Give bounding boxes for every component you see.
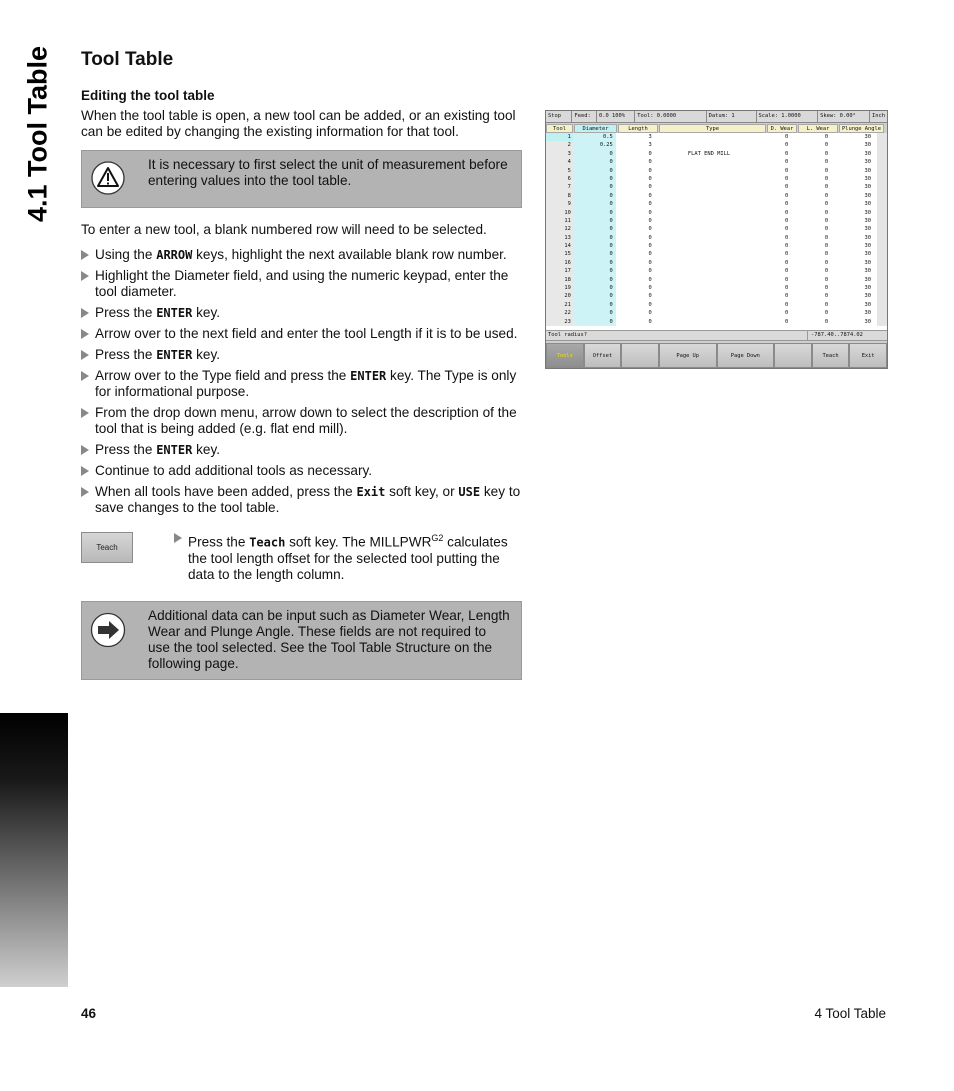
cell-d-wear[interactable]: 0: [785, 259, 789, 266]
main-column: [81, 48, 526, 680]
table-row[interactable]: [546, 242, 887, 250]
cell-type[interactable]: [656, 301, 763, 309]
cell-l-wear[interactable]: 0: [824, 259, 829, 266]
cell-length[interactable]: 3: [648, 134, 652, 140]
cell-d-wear[interactable]: 0: [785, 234, 789, 241]
cell-type[interactable]: [656, 200, 763, 208]
cell-d-wear[interactable]: 0: [785, 175, 789, 182]
cell-plunge-angle[interactable]: 30: [864, 310, 872, 317]
bullet-arrow-icon: [81, 408, 89, 418]
cell-d-wear[interactable]: 0: [785, 318, 789, 325]
status-units: Inch: [870, 111, 887, 122]
cell-d-wear[interactable]: 0: [785, 159, 789, 166]
table-row[interactable]: [546, 318, 887, 326]
cell-length[interactable]: 0: [648, 310, 652, 317]
cell-diameter[interactable]: 0: [573, 209, 616, 217]
cell-type[interactable]: [656, 250, 763, 258]
scrollbar-track[interactable]: [877, 150, 887, 158]
cell-d-wear[interactable]: 0: [785, 209, 789, 216]
col-header-plunge-angle: Plunge Angle: [839, 124, 884, 133]
cell-length[interactable]: 0: [648, 184, 652, 191]
scrollbar-track[interactable]: [877, 175, 887, 183]
cell-tool[interactable]: 17: [546, 267, 573, 275]
scrollbar-track[interactable]: [877, 217, 887, 225]
cell-diameter[interactable]: 0: [573, 234, 616, 242]
cell-l-wear[interactable]: 0: [824, 201, 829, 208]
softkey-page-up[interactable]: Page Up: [659, 343, 717, 368]
cell-plunge-angle[interactable]: 30: [864, 201, 872, 208]
table-row[interactable]: [546, 259, 887, 267]
cell-type[interactable]: [656, 175, 763, 183]
table-row[interactable]: [546, 267, 887, 275]
key-name: Exit: [356, 485, 386, 499]
cell-tool[interactable]: 8: [546, 192, 573, 200]
cell-tool[interactable]: 20: [546, 292, 573, 300]
table-row[interactable]: [546, 309, 887, 317]
warning-note: [81, 150, 522, 208]
cell-length[interactable]: 0: [648, 268, 652, 275]
cell-tool[interactable]: 15: [546, 250, 573, 258]
scrollbar-track[interactable]: [877, 141, 887, 149]
cell-type[interactable]: [656, 267, 763, 275]
cell-type[interactable]: [656, 192, 763, 200]
cell-plunge-angle[interactable]: 30: [864, 167, 872, 174]
bullet-arrow-icon: [81, 329, 89, 339]
cell-diameter[interactable]: 0: [573, 284, 616, 292]
cell-l-wear[interactable]: 0: [824, 184, 829, 191]
softkey-bar: [546, 343, 887, 368]
side-chapter-title: 4.1 Tool Table: [22, 45, 53, 223]
cell-length[interactable]: 0: [648, 150, 652, 157]
bullet-arrow-icon: [174, 533, 182, 543]
cell-plunge-angle[interactable]: 30: [864, 192, 872, 199]
cell-diameter[interactable]: 0.25: [573, 141, 616, 149]
intro-paragraph: When the tool table is open, a new tool can be added, or an existing tool can be edited by changing the existing information for that tool.: [81, 108, 516, 139]
page-number: 46: [81, 1006, 97, 1021]
cell-length[interactable]: 0: [648, 285, 652, 292]
table-row[interactable]: [546, 225, 887, 233]
cell-plunge-angle[interactable]: 30: [864, 259, 872, 266]
status-feed-label: Feed:: [572, 111, 597, 122]
cell-length[interactable]: 0: [648, 201, 652, 208]
status-feed-value: 0.0 100%: [597, 111, 635, 122]
cell-diameter[interactable]: 0: [573, 276, 616, 284]
cell-type[interactable]: [656, 133, 763, 141]
bullet-arrow-icon: [81, 271, 89, 281]
scrollbar-track[interactable]: [877, 158, 887, 166]
scrollbar-track[interactable]: [877, 267, 887, 275]
cell-tool[interactable]: 3: [546, 150, 573, 158]
table-row[interactable]: [546, 284, 887, 292]
key-name: USE: [458, 485, 481, 499]
cell-tool[interactable]: 9: [546, 200, 573, 208]
table-header: [546, 124, 887, 133]
cell-tool[interactable]: 23: [546, 318, 573, 326]
status-bar: [546, 111, 887, 123]
scrollbar-track[interactable]: [877, 234, 887, 242]
cell-l-wear[interactable]: 0: [824, 243, 829, 250]
cell-plunge-angle[interactable]: 30: [864, 175, 872, 182]
cell-l-wear[interactable]: 0: [824, 310, 829, 317]
bullet-arrow-icon: [81, 250, 89, 260]
scrollbar-track[interactable]: [877, 192, 887, 200]
cell-l-wear[interactable]: 0: [824, 301, 829, 308]
key-name: ENTER: [350, 369, 387, 383]
cell-plunge-angle[interactable]: 30: [864, 159, 872, 166]
table-row[interactable]: [546, 141, 887, 149]
scrollbar-track[interactable]: [877, 225, 887, 233]
cell-plunge-angle[interactable]: 30: [864, 234, 872, 241]
teach-section: [81, 530, 526, 583]
status-datum: Datum: 1: [707, 111, 757, 122]
cell-length[interactable]: 0: [648, 234, 652, 241]
status-stop: Stop: [546, 111, 572, 122]
cell-diameter[interactable]: 0: [573, 192, 616, 200]
table-row[interactable]: [546, 200, 887, 208]
cell-l-wear[interactable]: 0: [824, 318, 829, 325]
cell-diameter[interactable]: 0: [573, 217, 616, 225]
cell-diameter[interactable]: 0: [573, 250, 616, 258]
cell-l-wear[interactable]: 0: [824, 209, 829, 216]
scrollbar-track[interactable]: [877, 309, 887, 317]
table-row[interactable]: [546, 276, 887, 284]
cell-tool[interactable]: 2: [546, 141, 573, 149]
cell-plunge-angle[interactable]: 30: [864, 142, 872, 149]
list-item: Highlight the Diameter field, and using the numeric keypad, enter the tool diameter.: [81, 268, 526, 300]
page-title: Tool Table: [81, 49, 174, 70]
footer-chapter: 4 Tool Table: [814, 1006, 886, 1021]
cell-length[interactable]: 0: [648, 301, 652, 308]
cell-type[interactable]: [656, 167, 763, 175]
scrollbar-track[interactable]: [877, 292, 887, 300]
cell-length[interactable]: 3: [648, 142, 652, 149]
cell-type[interactable]: [656, 318, 763, 326]
scrollbar-track[interactable]: [877, 284, 887, 292]
cell-tool[interactable]: 21: [546, 301, 573, 309]
warning-icon: [82, 151, 134, 195]
cell-d-wear[interactable]: 0: [785, 217, 789, 224]
step-list: [81, 247, 526, 516]
cell-d-wear[interactable]: 0: [785, 134, 789, 140]
cell-tool[interactable]: 22: [546, 309, 573, 317]
cell-type[interactable]: FLAT END MILL: [687, 150, 731, 157]
cell-diameter[interactable]: 0: [573, 150, 616, 158]
range-text: -787.40..7874.02: [807, 331, 887, 340]
key-name: ARROW: [156, 248, 193, 262]
scrollbar-track[interactable]: [877, 276, 887, 284]
info-note-text: Additional data can be input such as Diameter Wear, Length Wear and Plunge Angle. These fields are not required to use the tool selected. See the Tool Table Structure on the following page.: [148, 607, 510, 671]
status-tool: Tool: 0.0000: [635, 111, 706, 122]
scrollbar-track[interactable]: [877, 183, 887, 191]
cell-l-wear[interactable]: 0: [824, 192, 829, 199]
col-header-d-wear: D. Wear: [767, 124, 797, 133]
cell-type[interactable]: [656, 309, 763, 317]
cell-type[interactable]: [656, 209, 763, 217]
side-gradient-bar: [0, 713, 68, 987]
cell-plunge-angle[interactable]: 30: [864, 184, 872, 191]
bullet-arrow-icon: [81, 308, 89, 318]
softkey-exit[interactable]: Exit: [849, 343, 887, 368]
cell-type[interactable]: [656, 292, 763, 300]
table-row[interactable]: [546, 167, 887, 175]
list-item: Press the ENTER key.: [81, 305, 526, 321]
tool-table-body: [546, 133, 887, 330]
cell-tool[interactable]: 6: [546, 175, 573, 183]
cell-d-wear[interactable]: 0: [785, 142, 789, 149]
section-heading: Editing the tool table: [81, 88, 215, 103]
cell-diameter[interactable]: 0: [573, 301, 616, 309]
cell-d-wear[interactable]: 0: [785, 293, 789, 300]
scrollbar-track[interactable]: [877, 167, 887, 175]
cell-l-wear[interactable]: 0: [824, 226, 829, 233]
cell-diameter[interactable]: 0: [573, 175, 616, 183]
cell-plunge-angle[interactable]: 30: [864, 209, 872, 216]
cell-diameter[interactable]: 0: [573, 318, 616, 326]
cell-l-wear[interactable]: 0: [824, 175, 829, 182]
list-item: Using the ARROW keys, highlight the next available blank row number.: [81, 247, 526, 263]
cell-d-wear[interactable]: 0: [785, 192, 789, 199]
warning-note-text: It is necessary to first select the unit of measurement before entering values into the tool table.: [148, 157, 508, 188]
key-name: ENTER: [156, 443, 193, 457]
col-header-type: Type: [659, 124, 766, 133]
cell-d-wear[interactable]: 0: [785, 243, 789, 250]
bullet-arrow-icon: [81, 445, 89, 455]
list-item: From the drop down menu, arrow down to select the description of the tool that is being added (e.g. flat end mill).: [81, 405, 526, 437]
list-item: Arrow over to the next field and enter the tool Length if it is to be used.: [81, 326, 526, 342]
cell-tool[interactable]: 13: [546, 234, 573, 242]
scrollbar-track[interactable]: [877, 200, 887, 208]
cell-tool[interactable]: 19: [546, 284, 573, 292]
cell-d-wear[interactable]: 0: [785, 150, 789, 157]
table-row[interactable]: [546, 217, 887, 225]
cell-plunge-angle[interactable]: 30: [864, 301, 872, 308]
cell-plunge-angle[interactable]: 30: [864, 293, 872, 300]
cell-tool[interactable]: 12: [546, 225, 573, 233]
cell-diameter[interactable]: 0: [573, 267, 616, 275]
cell-plunge-angle[interactable]: 30: [864, 318, 872, 325]
cell-d-wear[interactable]: 0: [785, 201, 789, 208]
table-row[interactable]: [546, 150, 887, 158]
cell-tool[interactable]: 1: [546, 133, 573, 141]
cell-d-wear[interactable]: 0: [785, 226, 789, 233]
cell-type[interactable]: [656, 284, 763, 292]
table-row[interactable]: [546, 133, 887, 141]
cell-l-wear[interactable]: 0: [824, 285, 829, 292]
scrollbar-track[interactable]: [877, 242, 887, 250]
status-skew: Skew: 0.00°: [818, 111, 870, 122]
cell-length[interactable]: 0: [648, 159, 652, 166]
cell-tool[interactable]: 4: [546, 158, 573, 166]
cell-l-wear[interactable]: 0: [824, 142, 829, 149]
cell-length[interactable]: 0: [648, 209, 652, 216]
cell-length[interactable]: 0: [648, 251, 652, 258]
cell-length[interactable]: 0: [648, 175, 652, 182]
table-row[interactable]: [546, 250, 887, 258]
cell-plunge-angle[interactable]: 30: [864, 243, 872, 250]
scrollbar-track[interactable]: [877, 133, 887, 141]
softkey-blank-2[interactable]: [774, 343, 812, 368]
table-row[interactable]: [546, 234, 887, 242]
cell-d-wear[interactable]: 0: [785, 310, 789, 317]
table-row[interactable]: [546, 301, 887, 309]
cell-tool[interactable]: 7: [546, 183, 573, 191]
cell-l-wear[interactable]: 0: [824, 251, 829, 258]
cell-diameter[interactable]: 0: [573, 259, 616, 267]
cell-length[interactable]: 0: [648, 217, 652, 224]
cell-plunge-angle[interactable]: 30: [864, 276, 872, 283]
key-name: ENTER: [156, 306, 193, 320]
cell-d-wear[interactable]: 0: [785, 184, 789, 191]
cell-length[interactable]: 0: [648, 318, 652, 325]
cell-type[interactable]: [656, 276, 763, 284]
table-row[interactable]: [546, 209, 887, 217]
cell-d-wear[interactable]: 0: [785, 251, 789, 258]
col-header-l-wear: L. Wear: [798, 124, 838, 133]
cell-type[interactable]: [656, 158, 763, 166]
scrollbar-track[interactable]: [877, 301, 887, 309]
col-header-tool: Tool: [546, 124, 573, 133]
softkey-page-down[interactable]: Page Down: [717, 343, 775, 368]
table-row[interactable]: [546, 192, 887, 200]
teach-description: Press the Teach soft key. The $MILLPWR^{G2}$ calculates the tool length offset for the selected tool putting the data to the length column.: [174, 530, 526, 583]
softkey-tools[interactable]: Tools: [546, 343, 584, 368]
info-note: [81, 601, 522, 680]
cell-type[interactable]: [656, 259, 763, 267]
cell-d-wear[interactable]: 0: [785, 276, 789, 283]
cell-l-wear[interactable]: 0: [824, 217, 829, 224]
cell-type[interactable]: [656, 141, 763, 149]
cell-l-wear[interactable]: 0: [824, 159, 829, 166]
cell-l-wear[interactable]: 0: [824, 134, 829, 140]
scrollbar-track[interactable]: [877, 209, 887, 217]
cell-plunge-angle[interactable]: 30: [864, 134, 872, 140]
cell-l-wear[interactable]: 0: [824, 150, 829, 157]
cell-diameter[interactable]: 0: [573, 225, 616, 233]
cell-l-wear[interactable]: 0: [824, 293, 829, 300]
cell-diameter[interactable]: 0: [573, 183, 616, 191]
cell-plunge-angle[interactable]: 30: [864, 251, 872, 258]
softkey-teach[interactable]: Teach: [812, 343, 850, 368]
cell-d-wear[interactable]: 0: [785, 285, 789, 292]
list-item: Continue to add additional tools as necessary.: [81, 463, 526, 479]
cell-length[interactable]: 0: [648, 276, 652, 283]
status-scale: Scale: 1.0000: [757, 111, 819, 122]
key-name: ENTER: [156, 348, 193, 362]
key-name: Teach: [249, 535, 286, 550]
cell-type[interactable]: [656, 225, 763, 233]
tool-table-screen: [545, 110, 888, 369]
table-row[interactable]: [546, 292, 887, 300]
cell-type[interactable]: [656, 234, 763, 242]
table-row[interactable]: [546, 183, 887, 191]
bullet-arrow-icon: [81, 350, 89, 360]
list-item: Arrow over to the Type field and press the ENTER key. The Type is only for informational purpose.: [81, 368, 526, 400]
cell-length[interactable]: 0: [648, 226, 652, 233]
cell-length[interactable]: 0: [648, 192, 652, 199]
scrollbar-track[interactable]: [877, 250, 887, 258]
cell-type[interactable]: [656, 217, 763, 225]
cell-diameter[interactable]: 0.5: [573, 133, 616, 141]
cell-l-wear[interactable]: 0: [824, 167, 829, 174]
cell-tool[interactable]: 14: [546, 242, 573, 250]
bullet-arrow-icon: [81, 371, 89, 381]
table-row[interactable]: [546, 175, 887, 183]
cell-length[interactable]: 0: [648, 167, 652, 174]
list-item: Press the ENTER key.: [81, 347, 526, 363]
message-line: [546, 330, 887, 341]
cell-tool[interactable]: 5: [546, 167, 573, 175]
cell-d-wear[interactable]: 0: [785, 268, 789, 275]
col-header-diameter: Diameter: [574, 124, 617, 133]
prompt-text: Tool radius?: [548, 332, 587, 338]
list-item: Press the ENTER key.: [81, 442, 526, 458]
col-header-length: Length: [618, 124, 658, 133]
cell-length[interactable]: 0: [648, 293, 652, 300]
cell-plunge-angle[interactable]: 30: [864, 285, 872, 292]
bullet-arrow-icon: [81, 466, 89, 476]
cell-length[interactable]: 0: [648, 243, 652, 250]
list-item: When all tools have been added, press the Exit soft key, or USE key to save changes to the tool table.: [81, 484, 526, 516]
cell-diameter[interactable]: 0: [573, 158, 616, 166]
scrollbar-track[interactable]: [877, 259, 887, 267]
cell-plunge-angle[interactable]: 30: [864, 150, 872, 157]
cell-diameter[interactable]: 0: [573, 309, 616, 317]
cell-diameter[interactable]: 0: [573, 200, 616, 208]
cell-d-wear[interactable]: 0: [785, 167, 789, 174]
cell-d-wear[interactable]: 0: [785, 301, 789, 308]
cell-diameter[interactable]: 0: [573, 167, 616, 175]
cell-l-wear[interactable]: 0: [824, 276, 829, 283]
arrow-right-icon: [82, 602, 134, 648]
cell-l-wear[interactable]: 0: [824, 268, 829, 275]
cell-diameter[interactable]: 0: [573, 292, 616, 300]
cell-plunge-angle[interactable]: 30: [864, 268, 872, 275]
table-row[interactable]: [546, 158, 887, 166]
para-select-row: To enter a new tool, a blank numbered row will need to be selected.: [81, 222, 487, 237]
teach-softkey-image: Teach: [81, 532, 133, 563]
cell-diameter[interactable]: 0: [573, 242, 616, 250]
bullet-arrow-icon: [81, 487, 89, 497]
cell-tool[interactable]: 11: [546, 217, 573, 225]
cell-tool[interactable]: 16: [546, 259, 573, 267]
cell-type[interactable]: [656, 183, 763, 191]
cell-length[interactable]: 0: [648, 259, 652, 266]
cell-type[interactable]: [656, 242, 763, 250]
cell-tool[interactable]: 10: [546, 209, 573, 217]
cell-tool[interactable]: 18: [546, 276, 573, 284]
softkey-blank-1[interactable]: [621, 343, 659, 368]
softkey-offset[interactable]: Offset: [584, 343, 622, 368]
cell-plunge-angle[interactable]: 30: [864, 226, 872, 233]
cell-plunge-angle[interactable]: 30: [864, 217, 872, 224]
cell-l-wear[interactable]: 0: [824, 234, 829, 241]
scrollbar-track[interactable]: [877, 318, 887, 326]
